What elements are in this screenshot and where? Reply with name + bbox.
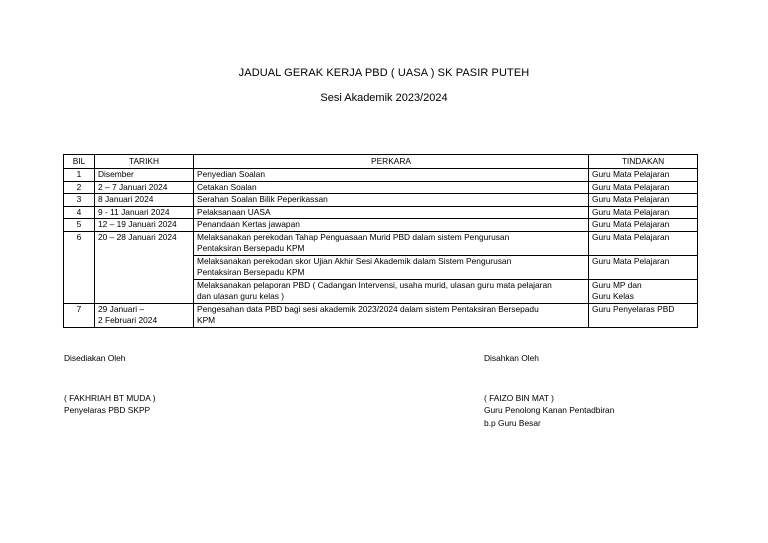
- perkara-line: KPM: [197, 315, 216, 325]
- table-row: [64, 206, 698, 219]
- table-row: [64, 169, 698, 182]
- prepared-by-name: ( FAKHRIAH BT MUDA ): [64, 393, 156, 403]
- table-row: [64, 219, 698, 232]
- tarikh-line: 29 Januari –: [98, 303, 145, 314]
- document-title: JADUAL GERAK KERJA PBD ( UASA ) SK PASIR PUTEH: [238, 67, 530, 79]
- cell-tarikh: 2 – 7 Januari 2024: [95, 181, 194, 194]
- cell-perkara: Penyedian Soalan: [194, 169, 589, 182]
- cell-tarikh: Disember: [95, 169, 194, 182]
- cell-perkara: [194, 231, 589, 255]
- cell-perkara: Penandaan Kertas jawapan: [194, 219, 589, 232]
- table-row: [64, 194, 698, 207]
- tindakan-line: Guru Mata Pelajaran: [592, 255, 670, 266]
- cell-bil: 1: [64, 169, 95, 182]
- cell-perkara: Cetakan Soalan: [194, 181, 589, 194]
- approved-by-on-behalf: b.p Guru Besar: [484, 418, 541, 428]
- cell-tindakan: Guru Mata Pelajaran: [589, 219, 698, 232]
- cell-bil: 7: [64, 303, 95, 327]
- cell-perkara: Serahan Soalan Bilik Peperikassan: [194, 194, 589, 207]
- cell-perkara: [194, 279, 589, 303]
- perkara-line: Melaksanakan perekodan skor Ujian Akhir Sesi Akademik dalam Sistem Pengurusan: [197, 255, 512, 266]
- prepared-by-position: Penyelaras PBD SKPP: [64, 405, 151, 415]
- tindakan-line: Guru Mata Pelajaran: [592, 231, 670, 242]
- cell-tindakan: Guru Mata Pelajaran: [589, 181, 698, 194]
- prepared-by-label: Disediakan Oleh: [64, 353, 126, 363]
- document-subtitle: Sesi Akademik 2023/2024: [320, 92, 448, 104]
- table-row: [64, 231, 698, 255]
- cell-bil: 2: [64, 181, 95, 194]
- cell-tindakan: [589, 255, 698, 279]
- schedule-table: [63, 154, 698, 328]
- cell-tarikh: 8 Januari 2024: [95, 194, 194, 207]
- approved-by-name: ( FAIZO BIN MAT ): [484, 393, 554, 403]
- cell-bil: 4: [64, 206, 95, 219]
- cell-tarikh: [95, 303, 194, 327]
- tarikh-line: 2 Februari 2024: [98, 315, 158, 325]
- perkara-line: Melaksanakan pelaporan PBD ( Cadangan Intervensi, usaha murid, ulasan guru mata pelajaran: [197, 279, 552, 290]
- table-header-row: [64, 155, 698, 169]
- cell-bil: 6: [64, 231, 95, 303]
- approved-by-label: Disahkan Oleh: [484, 353, 539, 363]
- cell-bil: 5: [64, 219, 95, 232]
- header-perkara: PERKARA: [194, 155, 589, 169]
- cell-perkara: Pelaksanaan UASA: [194, 206, 589, 219]
- cell-tarikh: 20 – 28 Januari 2024: [95, 231, 194, 303]
- perkara-line: Melaksanakan perekodan Tahap Penguasaan Murid PBD dalam sistem Pengurusan: [197, 231, 510, 242]
- approved-by-position: Guru Penolong Kanan Pentadbiran: [484, 405, 615, 415]
- cell-tarikh: 12 – 19 Januari 2024: [95, 219, 194, 232]
- header-bil: BIL: [64, 155, 95, 169]
- header-tindakan: TINDAKAN: [589, 155, 698, 169]
- cell-tindakan: Guru Mata Pelajaran: [589, 194, 698, 207]
- table-row: [64, 181, 698, 194]
- perkara-line: Pentaksiran Bersepadu KPM: [197, 243, 305, 253]
- header-tarikh: TARIKH: [95, 155, 194, 169]
- cell-tindakan: [589, 231, 698, 255]
- cell-tindakan: Guru Mata Pelajaran: [589, 169, 698, 182]
- tindakan-line: Guru Kelas: [592, 291, 634, 301]
- cell-perkara: [194, 303, 589, 327]
- cell-perkara: [194, 255, 589, 279]
- perkara-line: Pengesahan data PBD bagi sesi akademik 2023/2024 dalam sistem Pentaksiran Bersepadu: [197, 303, 539, 314]
- table-row: [64, 303, 698, 327]
- perkara-line: dan ulasan guru kelas ): [197, 291, 285, 301]
- cell-tindakan: [589, 279, 698, 303]
- perkara-line: Pentaksiran Bersepadu KPM: [197, 267, 305, 277]
- cell-bil: 3: [64, 194, 95, 207]
- tindakan-line: Guru MP dan: [592, 279, 642, 290]
- cell-tindakan: Guru Mata Pelajaran: [589, 206, 698, 219]
- cell-tarikh: 9 - 11 Januari 2024: [95, 206, 194, 219]
- cell-tindakan: Guru Penyelaras PBD: [589, 303, 698, 327]
